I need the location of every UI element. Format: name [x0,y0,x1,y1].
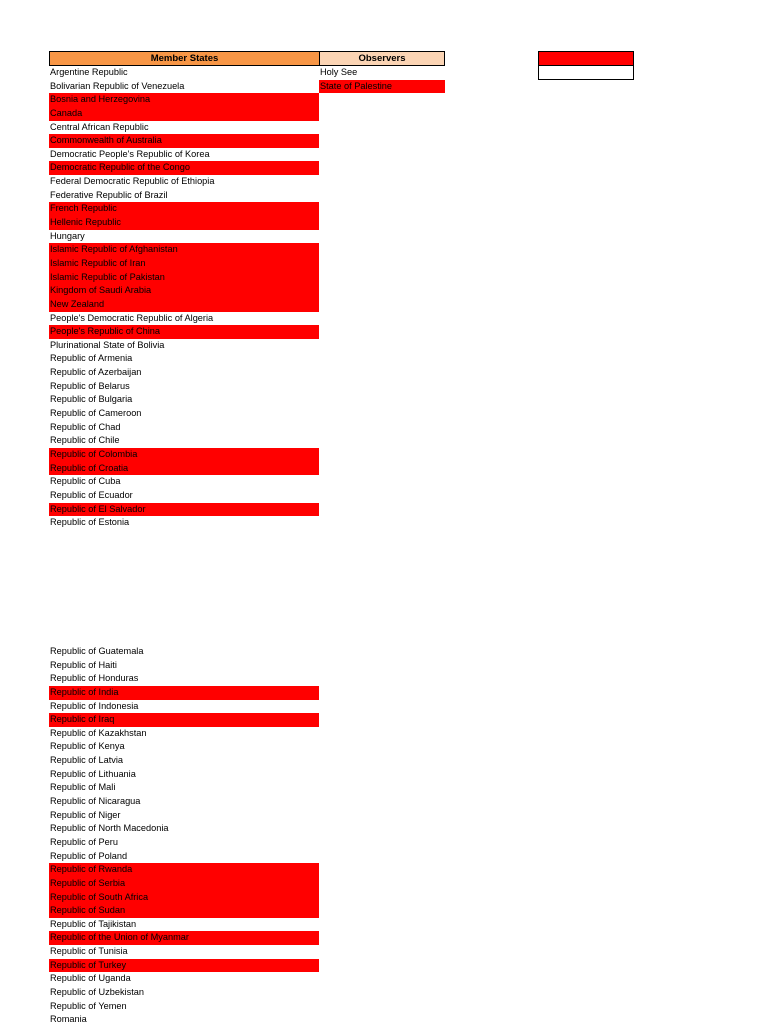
member-state-row: Republic of Latvia [50,755,124,766]
member-states-header: Member States [49,51,320,66]
member-state-row: Republic of Bulgaria [50,394,133,405]
member-state-row: Republic of Honduras [50,673,139,684]
legend-plain-swatch [538,65,634,80]
member-state-row: Republic of Tunisia [50,946,128,957]
member-state-row: New Zealand [49,298,319,312]
observers-list [319,66,445,93]
member-state-row: Islamic Republic of Afghanistan [49,243,319,257]
member-state-row: Republic of the Union of Myanmar [49,931,319,945]
member-state-row: Central African Republic [50,121,149,132]
member-state-row: Kingdom of Saudi Arabia [49,284,319,298]
member-state-row: Republic of Cameroon [50,408,142,419]
member-state-row: Islamic Republic of Iran [49,257,319,271]
member-state-row: Republic of Azerbaijan [50,367,142,378]
member-state-row: People's Republic of China [49,325,319,339]
member-state-row: Republic of Belarus [50,380,130,391]
member-state-row: Federal Democratic Republic of Ethiopia [50,176,215,187]
member-state-row: Republic of El Salvador [49,503,319,517]
member-state-row: Republic of Cuba [50,476,121,487]
member-state-row: Republic of Tajikistan [50,918,137,929]
member-state-row: Republic of Serbia [49,877,319,891]
member-states-list-continued [49,645,319,1027]
member-state-row: French Republic [49,202,319,216]
member-state-row: Republic of Colombia [49,448,319,462]
member-state-row: Democratic Republic of the Congo [49,161,319,175]
member-state-row: Canada [49,107,319,121]
member-state-row: Republic of Rwanda [49,863,319,877]
observer-row: Holy See [320,67,358,77]
member-state-row: Republic of Sudan [49,904,319,918]
member-state-row: Hungary [50,230,85,241]
member-state-row: Republic of Mali [50,782,116,793]
legend-highlight-swatch [538,51,634,66]
observer-row: State of Palestine [319,80,445,94]
member-state-row: Bosnia and Herzegovina [49,93,319,107]
member-state-row: Federative Republic of Brazil [50,189,168,200]
member-states-list [49,66,319,530]
member-state-row: People's Democratic Republic of Algeria [50,312,214,323]
member-state-row: Republic of Uzbekistan [50,987,144,998]
member-state-row: Republic of Ecuador [50,489,133,500]
member-state-row: Republic of Poland [50,850,128,861]
member-state-row: Republic of Chad [50,421,121,432]
member-state-row: Republic of Kazakhstan [50,727,147,738]
member-state-row: Bolivarian Republic of Venezuela [50,80,185,91]
member-state-row: Republic of Croatia [49,462,319,476]
member-state-row: Republic of India [49,686,319,700]
member-state-row: Hellenic Republic [49,216,319,230]
member-state-row: Republic of Peru [50,836,118,847]
member-state-row: Argentine Republic [50,67,128,77]
member-state-row: Republic of Nicaragua [50,796,141,807]
member-state-row: Commonwealth of Australia [49,134,319,148]
member-state-row: Republic of Lithuania [50,768,136,779]
member-state-row: Islamic Republic of Pakistan [49,271,319,285]
member-state-row: Republic of Haiti [50,659,117,670]
member-state-row: Republic of South Africa [49,891,319,905]
member-state-row: Republic of Guatemala [50,646,144,656]
observers-header: Observers [319,51,445,66]
member-state-row: Republic of Niger [50,809,121,820]
member-state-row: Republic of Kenya [50,741,125,752]
member-state-row: Democratic People's Republic of Korea [50,148,210,159]
member-state-row: Republic of Armenia [50,353,133,364]
member-state-row: Republic of Yemen [50,1000,127,1011]
member-state-row: Republic of Iraq [49,713,319,727]
member-state-row: Republic of North Macedonia [50,823,169,834]
member-state-row: Republic of Indonesia [50,700,139,711]
member-state-row: Republic of Chile [50,435,120,446]
member-state-row: Romania [50,1014,87,1025]
member-state-row: Republic of Uganda [50,973,131,984]
member-state-row: Republic of Turkey [49,959,319,973]
member-state-row: Republic of Estonia [50,517,130,528]
member-state-row: Plurinational State of Bolivia [50,339,165,350]
